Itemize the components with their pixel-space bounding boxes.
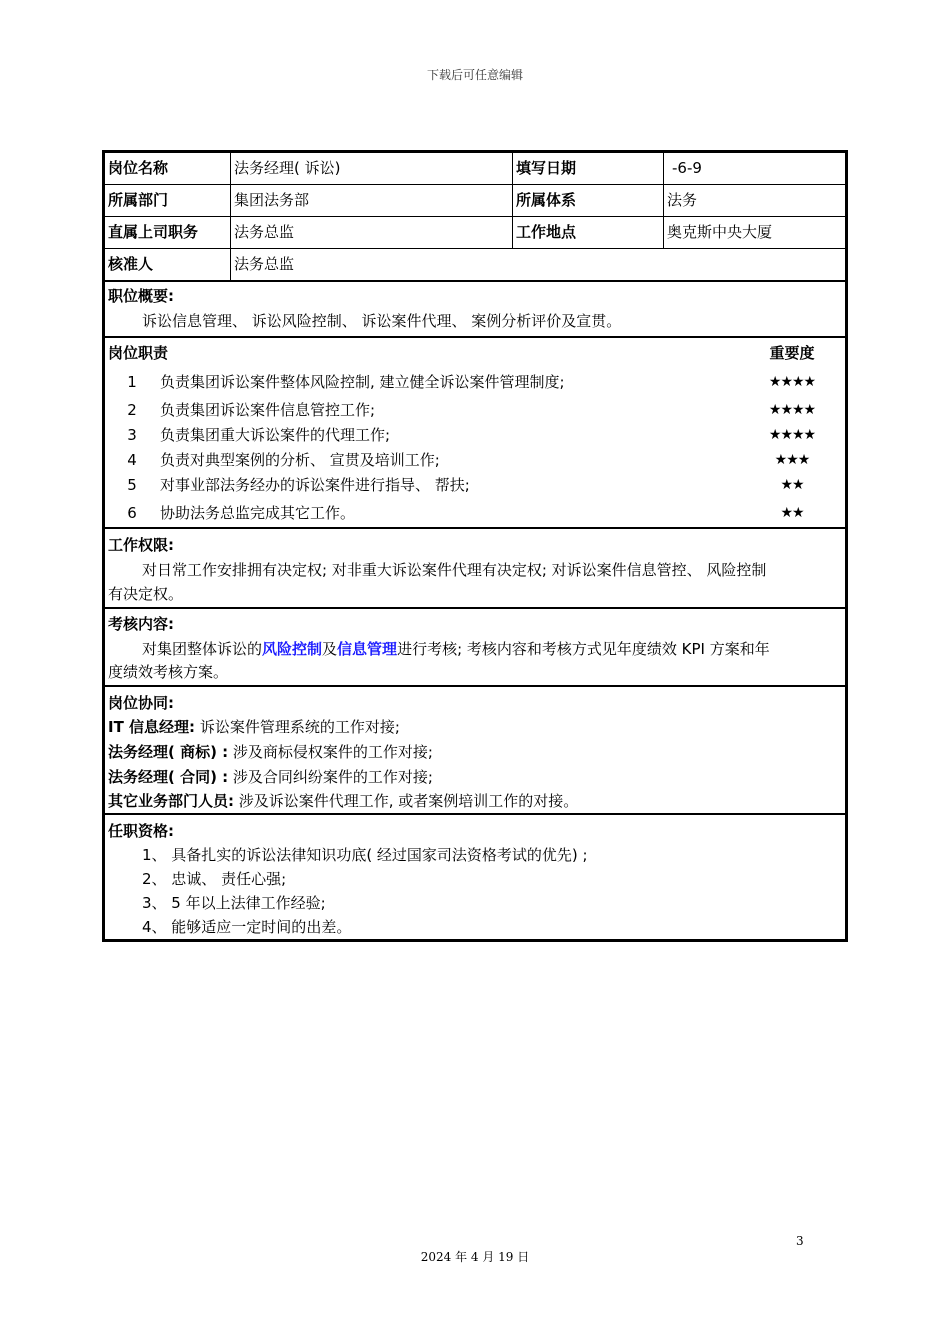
location-label: 工作地点 [512,217,663,248]
collaboration-section [105,687,845,815]
fill-date-label: 填写日期 [512,153,663,184]
department-label: 所属部门 [108,191,169,209]
summary-section [105,282,845,338]
assessment-suffix: 进行考核; 考核内容和考核方式见年度绩效 KPI 方案和年 [397,640,770,658]
qualifications-title: 任职资格: [108,822,174,840]
qualifications-section [105,815,845,939]
assessment-section [105,609,845,687]
duty-number: 3 [127,426,137,444]
collaboration-role: 法务经理( 合同) : [108,768,229,786]
fill-date-value: -6-9 [663,153,845,184]
duties-section [105,338,845,529]
info-management-highlight: 信息管理 [337,640,398,658]
importance-stars: ★★★★ [768,427,816,443]
duty-text: 协助法务总监完成其它工作。 [160,504,356,522]
duty-text: 对事业部法务经办的诉讼案件进行指导、 帮扶; [160,476,470,494]
duty-item [105,423,845,447]
collaboration-item [108,741,842,763]
duty-item [105,448,845,472]
importance-stars: ★★ [780,505,804,521]
collaboration-text: 涉及诉讼案件代理工作, 或者案例培训工作的对接。 [234,792,579,810]
duty-number: 5 [127,476,137,494]
authority-line-1: 对日常工作安排拥有决定权; 对非重大诉讼案件代理有决定权; 对诉讼案件信息管控、 风险控制 [142,561,767,579]
location-value: 奥克斯中央大厦 [663,217,845,248]
duty-item [105,501,845,525]
duty-text: 负责对典型案例的分析、 宣贯及培训工作; [160,451,440,469]
importance-stars: ★★★★ [768,374,816,390]
job-description-table [102,150,848,942]
duty-number: 6 [127,504,137,522]
approver-value: 法务总监 [230,249,512,280]
duty-number: 2 [127,401,137,419]
importance-stars: ★★★★ [768,402,816,418]
collaboration-text: 涉及商标侵权案件的工作对接; [228,743,433,761]
assessment-prefix: 对集团整体诉讼的 [142,640,263,658]
summary-text: 诉讼信息管理、 诉讼风险控制、 诉讼案件代理、 案例分析评价及宣贯。 [142,312,622,330]
authority-title: 工作权限: [108,536,174,554]
importance-stars: ★★ [780,477,804,493]
position-name-label: 岗位名称 [108,159,169,177]
duty-number: 1 [127,373,137,391]
assessment-title: 考核内容: [108,615,174,633]
risk-control-highlight: 风险控制 [262,640,323,658]
info-row-supervisor [105,217,845,249]
collaboration-item [108,766,842,788]
collaboration-role: 其它业务部门人员: [108,792,234,810]
footer-date: 2024 年 4 月 19 日 [420,1250,530,1264]
collaboration-item [108,790,842,812]
collaboration-role: IT 信息经理: [108,718,196,736]
authority-section [105,529,845,609]
info-row-position [105,153,845,185]
page-number: 3 [796,1234,804,1248]
collaboration-title: 岗位协同: [108,694,174,712]
system-label: 所属体系 [512,185,663,216]
importance-stars: ★★★ [774,452,810,468]
supervisor-label: 直属上司职务 [108,223,199,241]
supervisor-value: 法务总监 [230,217,512,248]
qualification-item: 4、 能够适应一定时间的出差。 [142,918,352,936]
duty-text: 负责集团重大诉讼案件的代理工作; [160,426,391,444]
approver-label: 核准人 [108,255,154,273]
collaboration-role: 法务经理( 商标) : [108,743,229,761]
collaboration-text: 涉及合同纠纷案件的工作对接; [228,768,433,786]
duty-item [105,398,845,422]
qualification-item: 2、 忠诚、 责任心强; [142,870,287,888]
department-value: 集团法务部 [230,185,512,216]
info-row-approver [105,249,845,282]
collaboration-item [108,716,842,738]
assessment-mid: 及 [322,640,338,658]
approver-blank [512,249,845,280]
importance-label: 重要度 [769,344,815,362]
authority-line-2: 有决定权。 [108,585,184,603]
qualification-item: 3、 5 年以上法律工作经验; [142,894,326,912]
duty-item [105,473,845,497]
collaboration-text: 诉讼案件管理系统的工作对接; [195,718,400,736]
duty-text: 负责集团诉讼案件整体风险控制, 建立健全诉讼案件管理制度; [160,373,565,391]
duty-item [105,370,845,394]
summary-title: 职位概要: [108,287,174,305]
assessment-line-1 [108,638,842,660]
assessment-line-2: 度绩效考核方案。 [108,663,229,681]
header-note: 下载后可任意编辑 [426,68,523,82]
info-row-department [105,185,845,217]
duty-number: 4 [127,451,137,469]
duties-title: 岗位职责 [108,344,169,362]
system-value: 法务 [663,185,845,216]
qualification-item: 1、 具备扎实的诉讼法律知识功底( 经过国家司法资格考试的优先) ; [142,846,588,864]
position-name-value: 法务经理( 诉讼) [230,153,512,184]
duty-text: 负责集团诉讼案件信息管控工作; [160,401,376,419]
